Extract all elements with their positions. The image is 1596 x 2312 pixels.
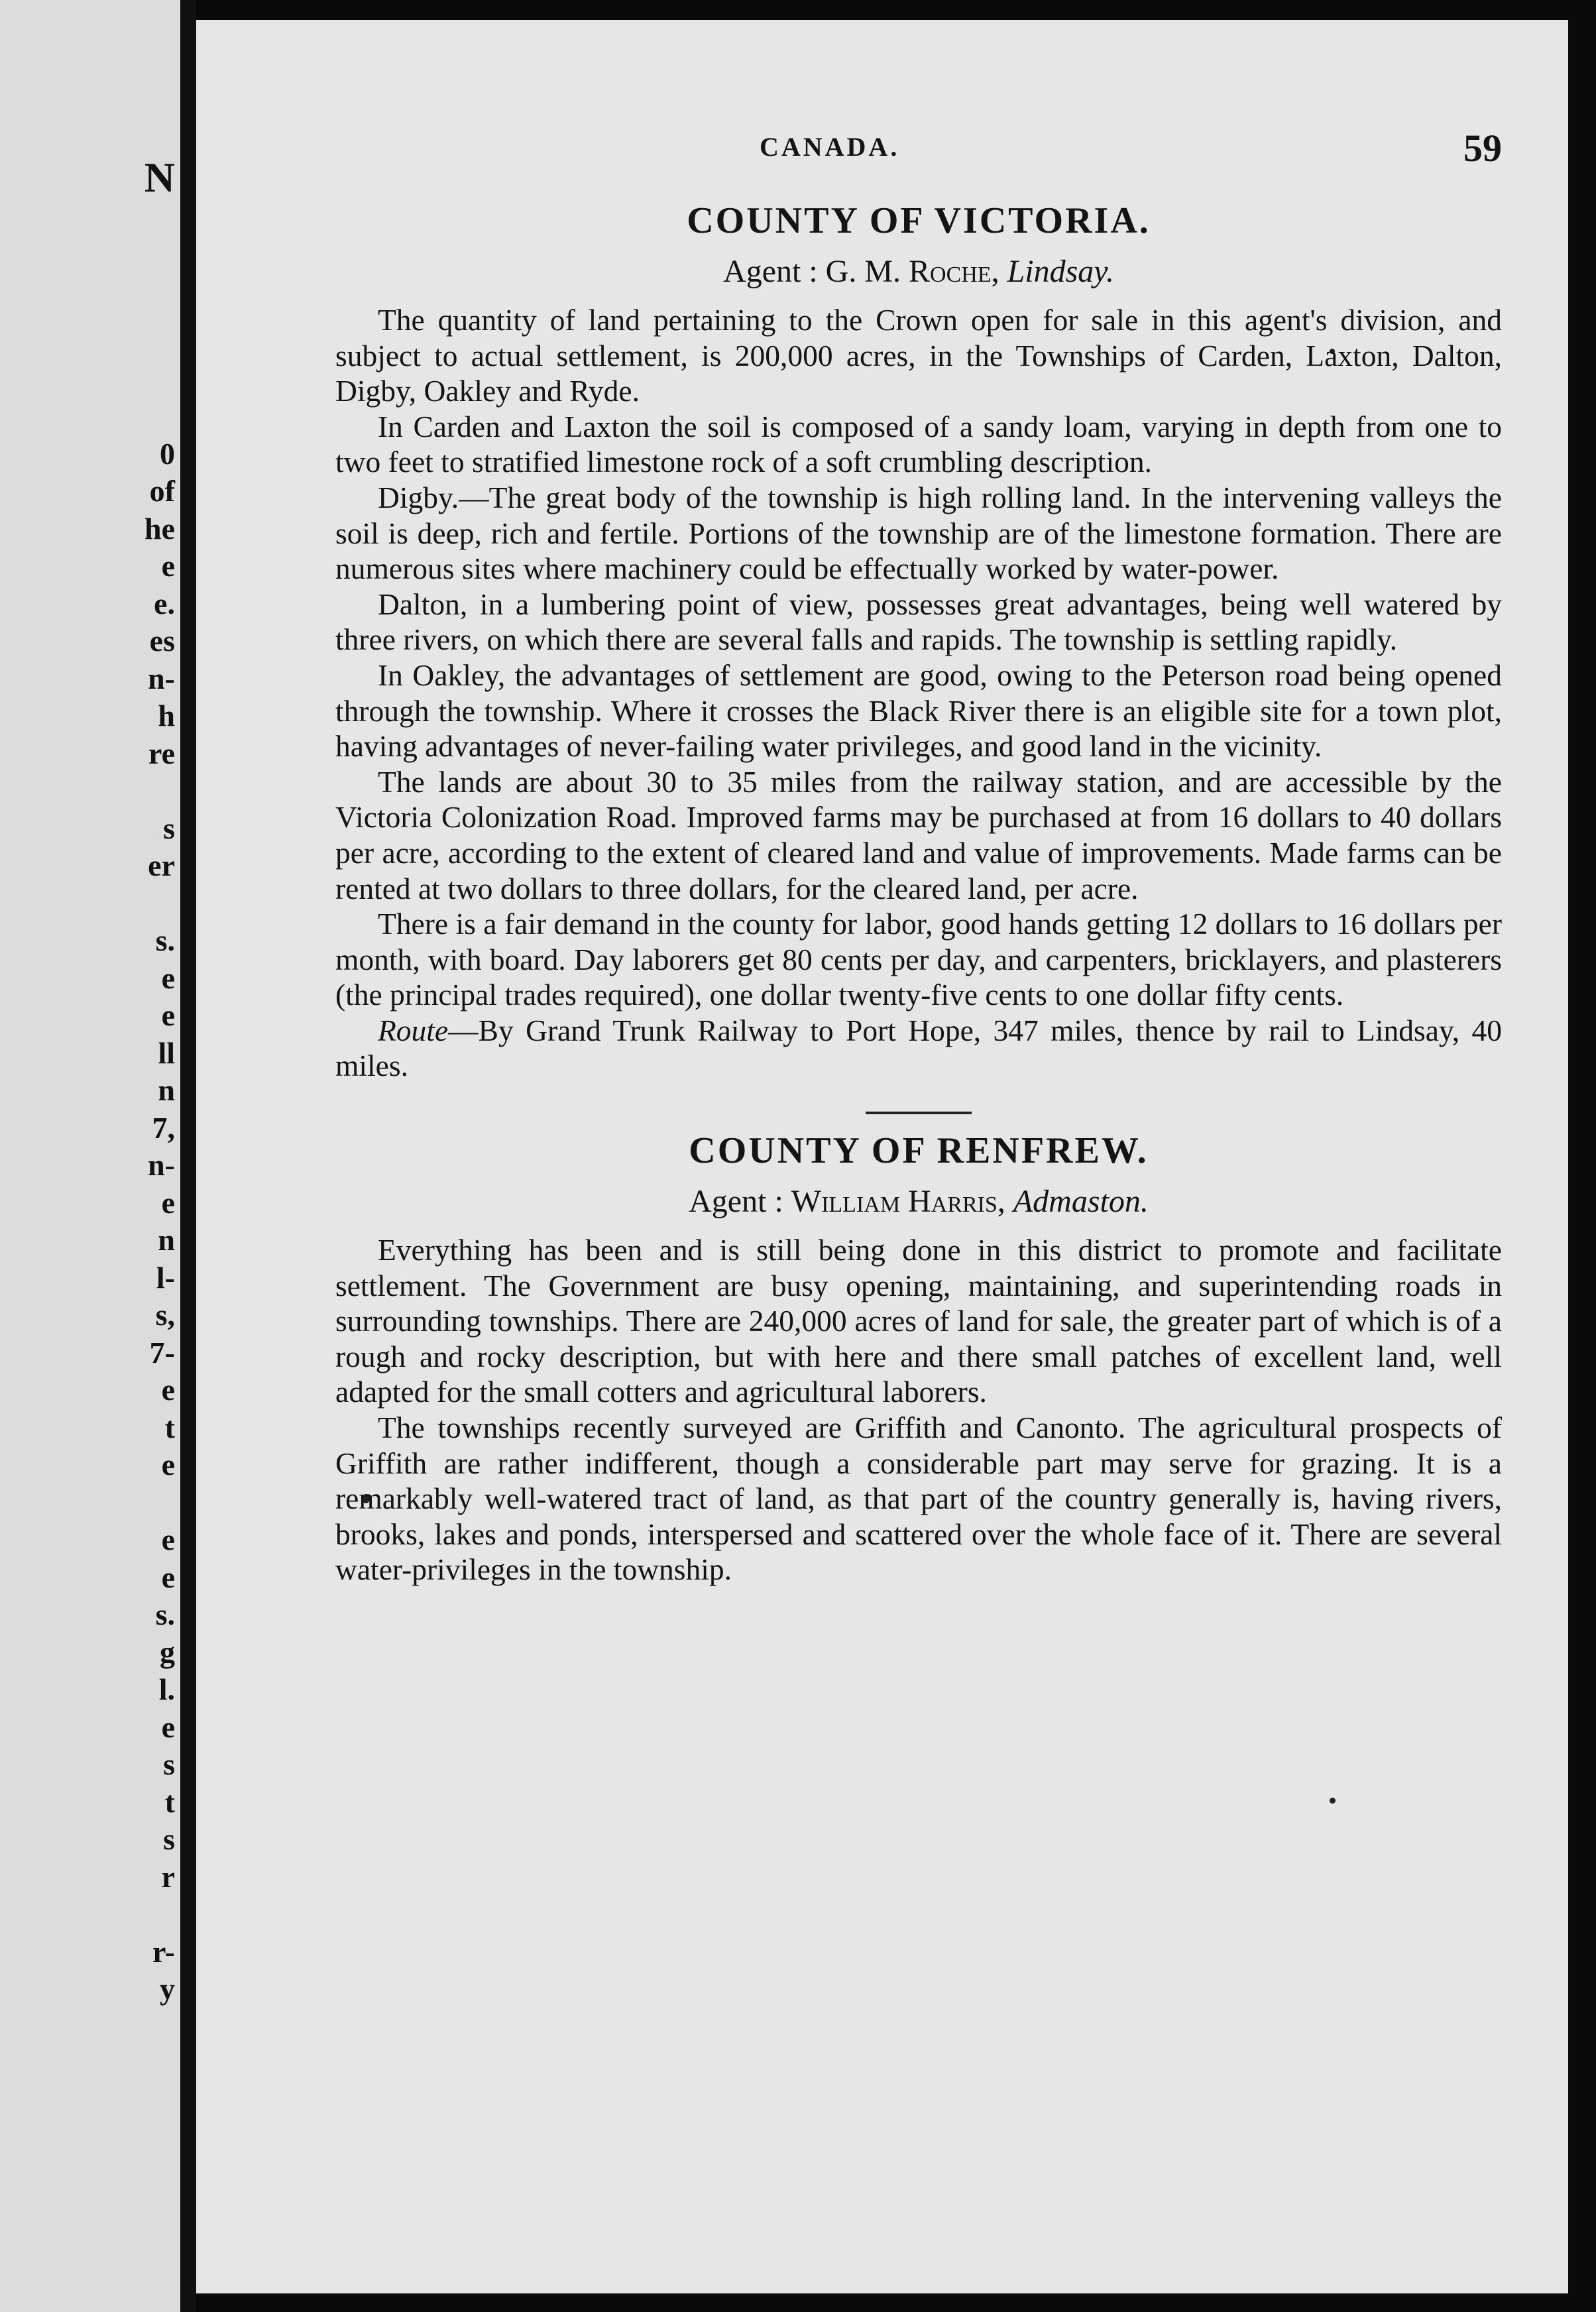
previous-page-line-fragment: l- <box>156 1260 175 1295</box>
previous-page-line-fragment: n <box>158 1073 175 1107</box>
paragraph: In Carden and Laxton the soil is composed of a sandy loam, varying in depth from one to two feet to stratified limestone rock of a soft crumbling description. <box>335 409 1502 479</box>
previous-page-line-fragment <box>129 1484 175 1522</box>
previous-page-line-fragment: e. <box>154 586 175 620</box>
previous-page-line-fragment: 0 <box>160 436 175 471</box>
previous-page-line-fragment: r <box>161 1859 175 1894</box>
previous-page-line-fragment: g <box>160 1635 175 1669</box>
section-county-of-victoria <box>335 199 1502 1588</box>
previous-page-line-fragment: n- <box>148 661 175 695</box>
paragraph: The quantity of land pertaining to the Crown open for sale in this agent's division, and subject to actual settlement, is 200,000 acres, in the Townships of Carden, Laxton, Dalton, Digby, Oakley and Ryde. <box>335 303 1502 408</box>
agent-place: Admaston. <box>1013 1184 1149 1220</box>
previous-page-line-fragment: e <box>161 1523 175 1556</box>
previous-page-line-fragment: re <box>148 736 175 770</box>
paragraph: Everything has been and is still being done in this district to promote and facilitate settlement. The Government are busy opening, maintaining, and superintending roads in surrounding townships. There are 240,000 acres of land for sale, the greater part of which is of a rough and rocky description, but with here and there small patches of excellent land, well adapted for the small cotters and agricultural laborers. <box>335 1233 1502 1409</box>
previous-page-line-fragment: n- <box>148 1148 175 1182</box>
book-gutter <box>180 0 196 2312</box>
previous-page-line-fragment: er <box>148 848 175 882</box>
previous-page-line-fragment: s. <box>155 923 175 957</box>
previous-page-line-fragment: e <box>161 998 175 1032</box>
previous-page-line-fragment: s. <box>155 1597 175 1631</box>
agent-name: William Harris, <box>791 1184 1005 1220</box>
previous-page-fragments <box>129 154 175 2008</box>
section-title: COUNTY OF VICTORIA. <box>687 200 1151 241</box>
previous-page-line-fragment: s <box>163 811 175 845</box>
route-lead: Route <box>378 1013 449 1047</box>
previous-page-line-fragment: s, <box>155 1298 175 1332</box>
route-paragraph <box>335 1013 1502 1084</box>
paragraph: Dalton, in a lumbering point of view, possesses great advantages, being well watered by three rivers, on which there are several falls and rapids. The township is settling rapidly. <box>335 587 1502 657</box>
previous-page-line-fragment: he <box>144 511 175 546</box>
section-divider <box>866 1112 972 1114</box>
route-text: —By Grand Trunk Railway to Port Hope, 347 miles, thence by rail to Lindsay, 40 miles. <box>335 1013 1502 1083</box>
agent-label: Agent : <box>689 1184 783 1220</box>
previous-page-line-fragment <box>129 885 175 923</box>
previous-page-strip <box>0 0 180 2312</box>
previous-page-heading-fragment: N <box>144 154 175 201</box>
agent-line <box>335 1183 1502 1220</box>
paragraph: The townships recently surveyed are Griffith and Canonto. The agricultural prospects of Griffith are rather indifferent, though a considerable part may serve for grazing. It is a remarkably well-watered tract of land, as that part of the country generally is, having rivers, brooks, lakes and ponds, interspersed and scattered over the whole face of it. There are several water-privileges in the township. <box>335 1411 1502 1587</box>
agent-label: Agent : <box>723 254 818 289</box>
agent-name: G. M. Roche, <box>825 254 999 289</box>
previous-page-line-fragment: t <box>164 1410 175 1444</box>
previous-page-line-fragment: t <box>164 1784 175 1819</box>
previous-page-line-fragment: e <box>161 1373 175 1407</box>
previous-page-line-fragment: e <box>161 549 175 583</box>
previous-page-line-fragment: e <box>161 960 175 995</box>
running-head <box>335 127 1502 178</box>
previous-page-line-fragment: s <box>163 1747 175 1781</box>
ink-speck <box>1330 1798 1336 1804</box>
previous-page-line-fragment: 7, <box>152 1110 175 1145</box>
paragraph: There is a fair demand in the county for labor, good hands getting 12 dollars to 16 dollars per month, with board. Day laborers get 80 cents per day, and carpenters, bricklayers, and plasterers (the principal trades required), one dollar twenty-five cents to one dollar fifty cents. <box>335 907 1502 1012</box>
previous-page-line-fragment: l. <box>158 1672 175 1706</box>
paragraph: The lands are about 30 to 35 miles from the railway station, and are accessible by the Victoria Colonization Road. Improved farms may be purchased at from 16 dollars to 40 dollars per acre, according to the extent of cleared land and value of improvements. Made farms can be rented at two dollars to three dollars, for the cleared land, per acre. <box>335 764 1502 905</box>
previous-page-line-fragment: r- <box>152 1934 175 1969</box>
agent-place: Lindsay. <box>1007 254 1114 289</box>
previous-page-line-fragment: s <box>163 1822 175 1856</box>
running-title: CANADA. <box>760 132 900 162</box>
previous-page-line-fragment: y <box>160 1972 175 2006</box>
book-page <box>196 20 1568 2293</box>
previous-page-line-fragment: h <box>158 699 175 732</box>
page-number: 59 <box>1463 127 1502 170</box>
previous-page-line-fragment <box>129 1896 175 1934</box>
paragraph: In Oakley, the advantages of settlement are good, owing to the Peterson road being opened through the township. Where it crosses the Black River there is an eligible site for a town plot, having advantages of never-failing water privileges, and good land in the vicinity. <box>335 658 1502 764</box>
previous-page-line-fragment: of <box>149 474 175 508</box>
previous-page-line-fragment: n <box>158 1223 175 1257</box>
previous-page-line-fragment <box>129 772 175 810</box>
previous-page-line-fragment: e <box>161 1560 175 1594</box>
previous-page-line-fragment: e <box>161 1709 175 1744</box>
previous-page-line-fragment: ll <box>158 1035 175 1070</box>
previous-page-line-fragment: es <box>149 624 175 658</box>
previous-page-line-fragment: 7- <box>149 1335 175 1369</box>
previous-page-line-fragment: e <box>161 1185 175 1220</box>
previous-page-line-fragments <box>129 435 175 2008</box>
section-title: COUNTY OF RENFREW. <box>689 1130 1149 1172</box>
paragraph: Digby.—The great body of the township is high rolling land. In the intervening valleys the soil is deep, rich and fertile. Portions of the township are of the limestone formation. There are numerous sites where machinery could be effectually worked by water-power. <box>335 480 1502 586</box>
agent-line <box>335 253 1502 290</box>
previous-page-line-fragment: e <box>161 1448 175 1481</box>
